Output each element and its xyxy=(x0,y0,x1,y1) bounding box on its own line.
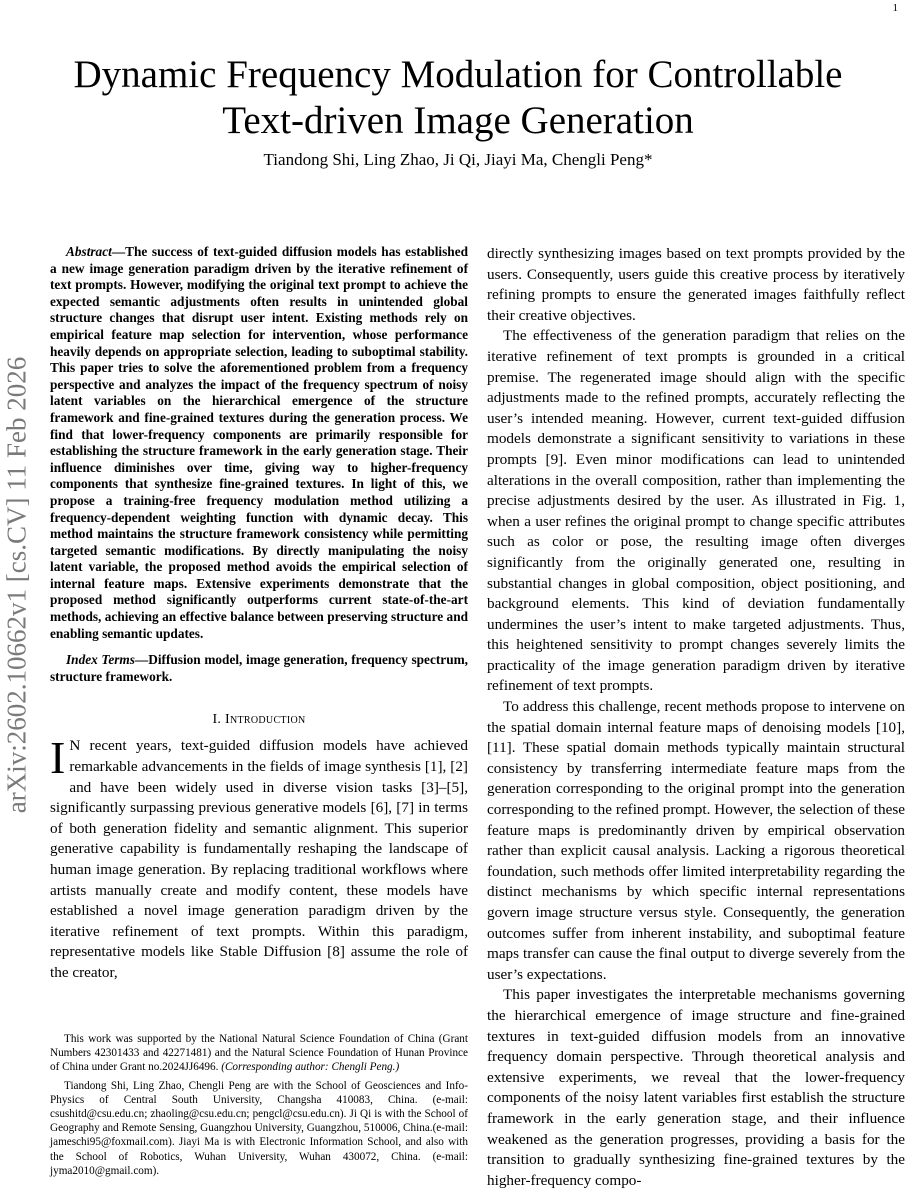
paragraph-continuation: directly synthesizing images based on text prompts provided by the users. Consequently, users guide this creative process by iteratively refining prompts to ensure the generated images faithfully reflect their creative objectives. xyxy=(487,245,905,324)
author-list: Tiandong Shi, Ling Zhao, Ji Qi, Jiayi Ma, Chengli Peng* xyxy=(263,150,653,169)
paper-title-line-2: Text-driven Image Generation xyxy=(222,99,694,142)
paper-title xyxy=(40,52,876,144)
footnote-funding-text: This work was supported by the National Natural Science Foundation of China (Grant Numbers 42301433 and 42271481) and the Natural Science Foundation of Hunan Province of China under Grant no.2024JJ6496. xyxy=(50,1033,468,1074)
section-numeral: I. xyxy=(212,712,226,728)
abstract xyxy=(50,244,468,642)
footnote-affiliations: Tiandong Shi, Ling Zhao, Chengli Peng are with the School of Geosciences and Info-Physics of Central South University, Changsha 410083, China. (e-mail: csushitd@csu.edu.cn; zhaoling@csu.edu.cn; pengcl@csu.edu.cn). Ji Qi is with the School of Geography and Remote Sensing, Guangzhou University, Guangzhou, 510006, China.(e-mail: jameschi95@foxmail.com). Jiayi Ma is with Electronic Information School, and also with the School of Robotics, Wuhan University, Wuhan 430072, China. (e-mail: jyma2010@gmail.com). xyxy=(50,1079,468,1177)
index-terms xyxy=(50,652,468,685)
footnote-corresponding-author: (Corresponding author: Chengli Peng.) xyxy=(221,1061,400,1074)
right-column xyxy=(487,244,905,1191)
page-number: 1 xyxy=(892,2,898,14)
paper-title-line-1: Dynamic Frequency Modulation for Controllable xyxy=(73,53,843,96)
footnotes xyxy=(50,1032,468,1182)
section-title: Introduction xyxy=(225,712,306,728)
intro-paragraph-1 xyxy=(50,732,468,983)
index-terms-label: Index Terms xyxy=(66,652,135,668)
abstract-text: The success of text-guided diffusion models has established a new image generation paradigm driven by the iterative refinement of text prompts. However, modifying the original text prompt to achieve the expected semantic adjustments often results in unintended global structure changes that disrupt user intent. Existing methods rely on empirical feature map selection for intervention, whose performance heavily depends on appropriate selection, leading to suboptimal stability. This paper tries to solve the aforementioned problem from a frequency perspective and analyzes the impact of the frequency spectrum of noisy latent variables on the hierarchical emergence of the structure framework and fine-grained textures during the generation process. We find that lower-frequency components are primarily responsible for establishing the structure framework in the early generation stage. Their influence diminishes over time, giving way to higher-frequency components that synthesize fine-grained textures. In light of this, we propose a training-free frequency modulation method utilizing a frequency-dependent weighting function with dynamic decay. This method maintains the structure framework consistency while permitting targeted semantic modifications. By directly manipulating the noisy latent variable, the proposed method avoids the empirical selection of internal feature maps. Extensive experiments demonstrate that the proposed method significantly outperforms current state-of-the-art methods, achieving an effective balance between preserving structure and enabling semantic updates. xyxy=(50,244,468,641)
paragraph-spatial-methods: To address this challenge, recent methods propose to intervene on the spatial domain internal feature maps of denoising models [10], [11]. These spatial domain methods typically maintain structural consistency by transferring intermediate feature maps from the generation corresponding to the original prompt into the generation corresponding to the refined prompt. However, the selection of these feature maps is predominantly driven by empirical observation rather than explicit causal analysis. Lacking a rigorous theoretical foundation, such methods offer limited interpretability regarding the distinct mechanisms by which specific internal representations govern image structure versus style. Consequently, the generation outcomes suffer from inherent instability, and suboptimal feature maps transfer can cause the final output to diverge severely from the user’s expectations. xyxy=(487,698,905,983)
arxiv-identifier-text: arXiv:2602.10662v1 [cs.CV] 11 Feb 2026 xyxy=(1,356,32,814)
paragraph-frequency-perspective: This paper investigates the interpretable mechanisms governing the hierarchical emergence of image structure and fine-grained textures in text-guided diffusion models from an innovative frequency domain perspective. Through theoretical analysis and extensive experiments, we reveal that the lower-frequency components of the noisy latent variables first establish the structure framework in the early generation stage, and their influence weakened as the generation progresses, providing a basis for the transition to gradually synthesizing fine-grained textures by the higher-frequency compo- xyxy=(487,986,905,1189)
intro-paragraph-1-text: N recent years, text-guided diffusion models have achieved remarkable advancements in the fields of image synthesis [1], [2] and have been widely used in diverse vision tasks [3]–[5], significantly surpassing previous generative models [6], [7] in terms of both generation fidelity and semantic alignment. This superior generative capability is fundamentally reshaping the landscape of human image generation. By replacing traditional workflows where artists manually create and modify content, these models have established a novel image generation paradigm driven by the iterative refinement of text prompts. Within this paradigm, representative models like Stable Diffusion [8] assume the role of the creator, xyxy=(50,737,468,981)
footnote-funding xyxy=(50,1032,468,1075)
index-terms-text: Diffusion model, image generation, frequency spectrum, structure framework. xyxy=(50,652,468,684)
abstract-label: Abstract xyxy=(66,244,112,259)
paragraph-generation-paradigm: The effectiveness of the generation paradigm that relies on the iterative refinement of text prompts is grounded in a critical premise. The regenerated image should align with the specific adjustments made to the refined prompts, accurately reflecting the user’s intended meaning. However, current text-guided diffusion models demonstrate a significant sensitivity to variations in these prompts [9]. Even minor modifications can lead to unintended alterations in the overall composition, rather than implementing the precise adjustments desired by the user. As illustrated in Fig. 1, when a user refines the original prompt to change specific attributes such as color or pose, the resulting image often diverges significantly from the originally generated one, resulting in substantial changes in global composition, object positioning, and background elements. This kind of deviation fundamentally undermines the user’s intent to make targeted adjustments. Thus, this heightened sensitivity to prompt changes severely limits the practicality of the image generation paradigm driven by iterative refinement of text prompts. xyxy=(487,327,905,695)
arxiv-identifier-stamp[interactable] xyxy=(0,255,34,915)
dropcap-letter: I xyxy=(50,732,66,784)
abstract-dash: — xyxy=(111,244,126,259)
section-heading-introduction xyxy=(50,712,468,728)
index-terms-dash: — xyxy=(134,652,149,668)
left-column xyxy=(50,244,468,984)
